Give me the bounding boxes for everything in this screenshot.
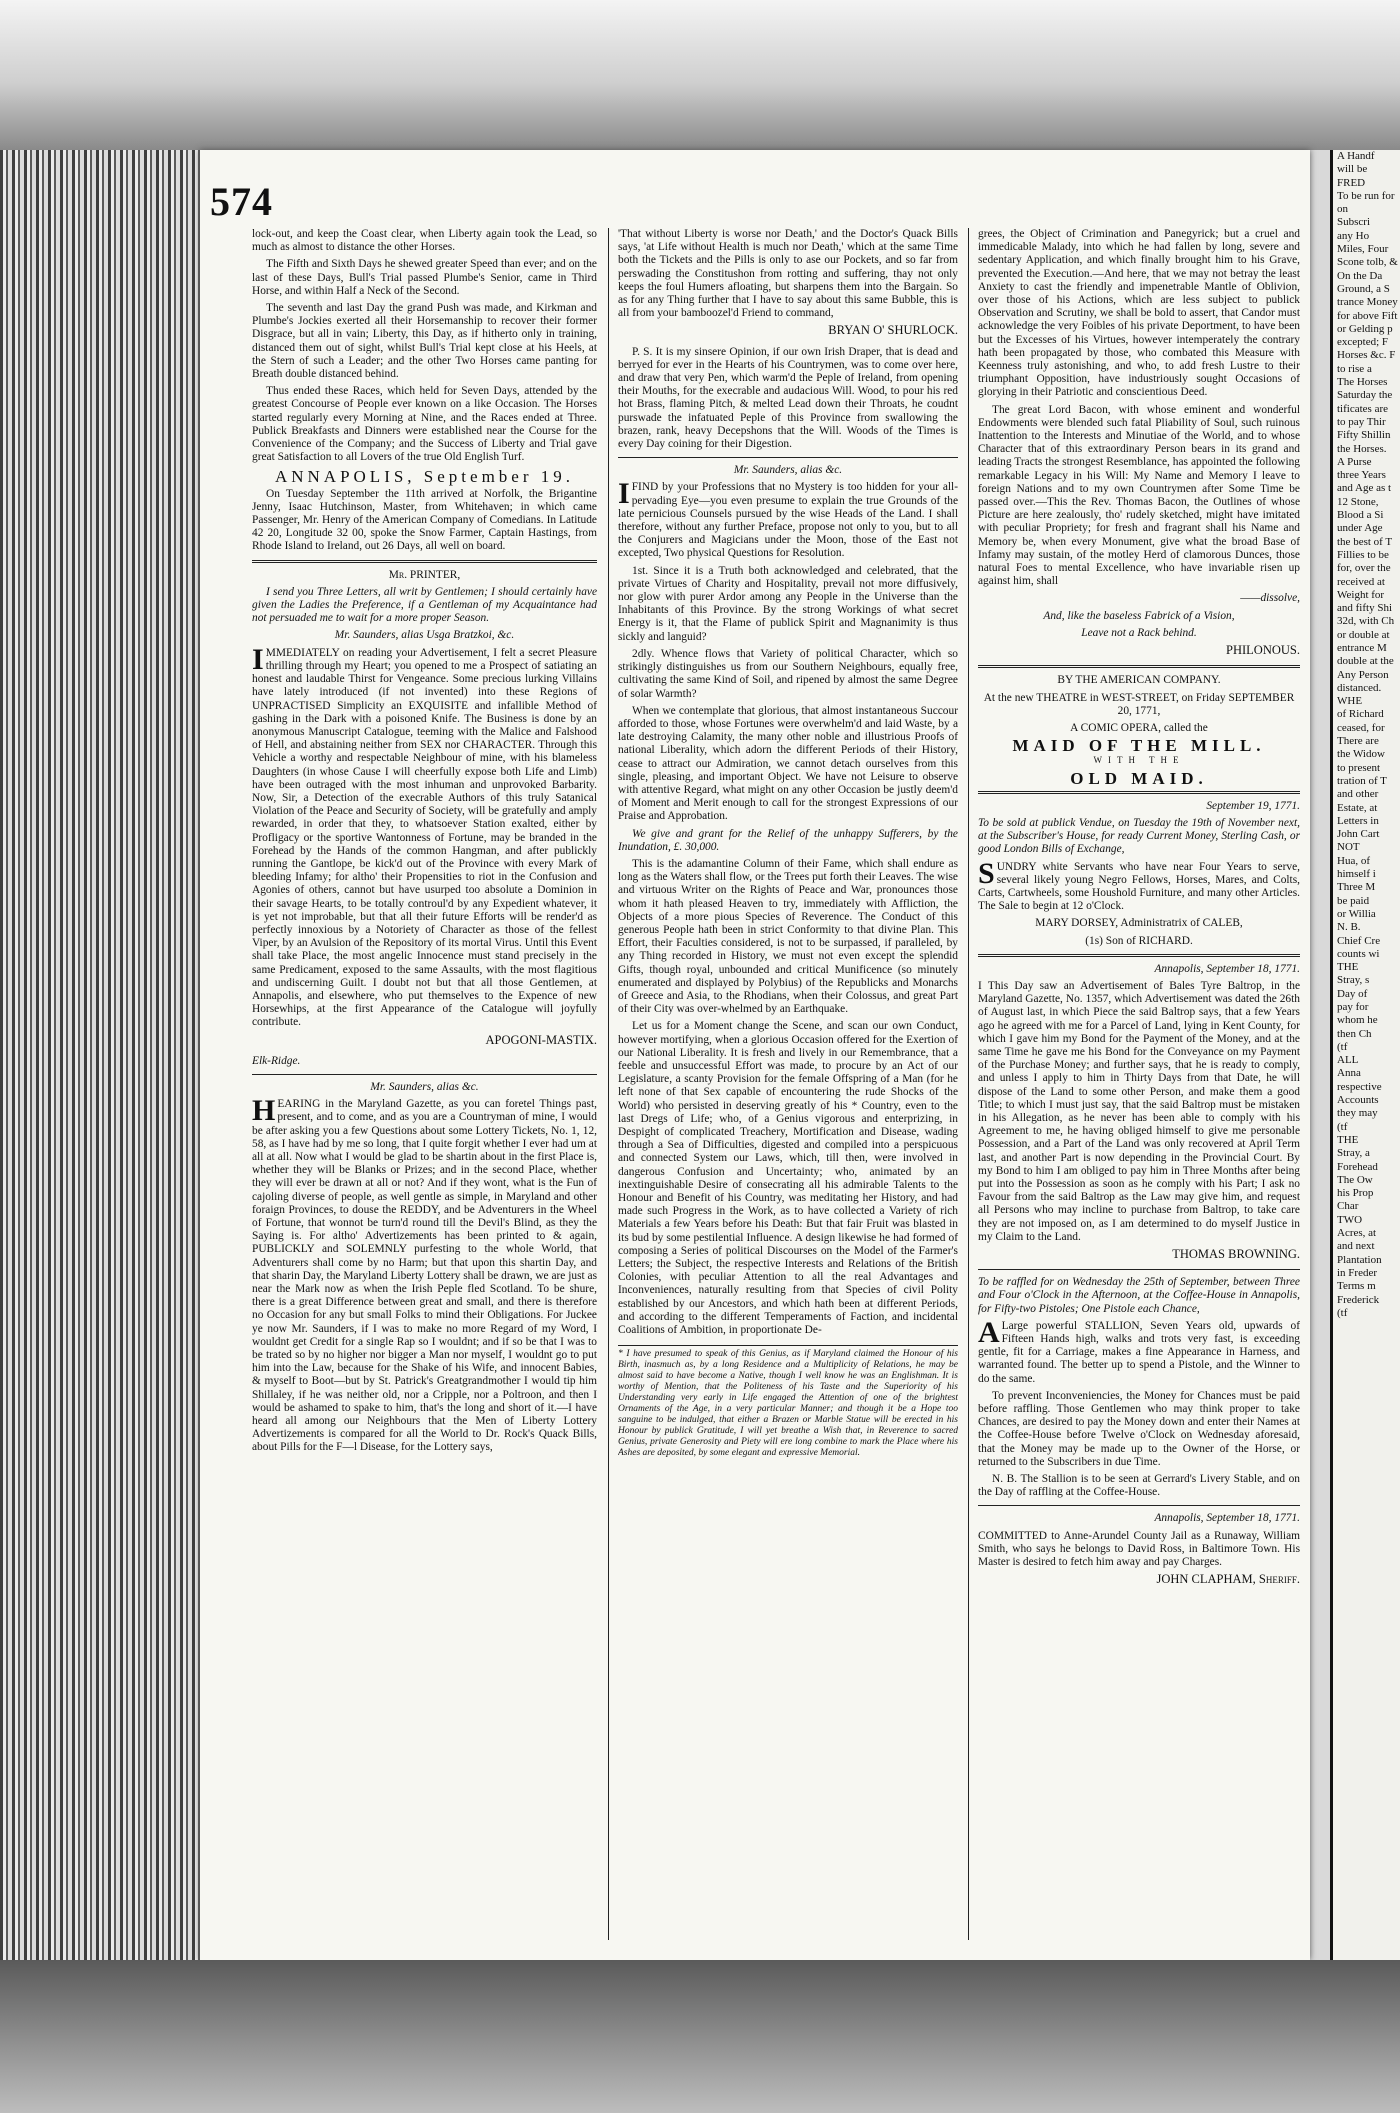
vendue-signature-1: MARY DORSEY, Administratrix of CALEB, (1035, 917, 1243, 930)
letter3-paragraph-5: This is the adamantine Column of their Fame, which shall endure as long as the Waters shall flow, or the Trees put forth their Leaves. The wise and virtuous Writer on the Rights of Peace and War, pronounces those whom it hath pleased Heaven to try, immediately with Affliction, the Objects of a more pious Species of Reverence. The Conduct of this generous People hath been in strict Conformity to that divine Plan. This Effort, their Faculties considered, is not to be surpassed, if paralleled, by any Thing recorded in History, we must not even except the splendid Gifts, though royal, unbounded and critical Munificence (so minutely enumerated and displayed by Polybius) of the Republicks and Monarchs of Greece and Asia, to the Rhodians, when their Colossus, and great Part of their City was over-whelmed by an Earthquake. (618, 857, 958, 1016)
right-edge-fragment: Fillies to be (1337, 548, 1389, 561)
right-edge-fragment: (tf (1337, 1120, 1348, 1133)
right-edge-fragment: or double at (1337, 628, 1390, 641)
letter3-paragraph-2: 1st. Since it is a Truth both acknowledged and celebrated, that the private Virtues of Charity and Hospitality, prevail not more diffusively, nor glow with purer Ardor among any People in the Universe than the Inhabitants of this Province. By the strong Workings of what secret Energy is it, that the Flame of publick Spirit and Magnanimity is thus sickly and languid? (618, 564, 958, 643)
right-edge-fragment: Fifty Shillin (1337, 429, 1391, 442)
column-3 (978, 228, 1300, 1940)
right-edge-fragment: himself i (1337, 868, 1376, 881)
adjacent-page-edge (1330, 150, 1400, 1960)
right-edge-fragment: On the Da (1337, 269, 1383, 282)
right-edge-fragment: A Purse (1337, 455, 1372, 468)
letter1-body: IMMEDIATELY on reading your Advertisement, I felt a secret Pleasure thrilling through my Heart; you opened to me a Prospect of satiating an honest and laudable Thirst for Vengeance. Some precious lurking Villains have lately introduced (if not invented) into these Regions of UNPRACTISED Simplicity an EXQUISITE and infallible Method of gashing in the Dark with a poisoned Knife. The Business is done by an anonymous Manuscript Catalogue, teeming with the Malice and Falshood of Hell, and abstaining neither from SEX nor CHARACTER. Through this Vehicle a worthy and respectable Neighbour of mine, with his blameless Daughters (in whose Cause I will cheerfully expose both Life and Limb) have been outraged with the most inhuman and unprovoked Barbarity. Now, Sir, a Detection of the execrable Authors of this truly Satanical Violation of the Peace and Security of Society, will be gratefully and amply rewarded, in order that they, to whatsoever Station exalted, either by Profligacy or the sportive Wantonness of Fortune, may be branded in the Forehead by the Hands of the common Hangman, and after publickly running the Gantlope, be kick'd out of the Province with every Mark of bleeding Infamy; for altho' their Propensities to riot in the Confusion and Agonies of others, cannot but have usurped too absolute a Dominion in their savage Hearts, to be totally controul'd by any Expedient whatever, it is yet not improbable, but that all their future Efforts will be render'd as perfectly innoxious by a Notoriety of Character as those of the fellest Viper, by an Avulsion of the Repository of its mortal Virus. Until this Event shall take Place, the most angelic Innocence must stand precisely in the same Predicament, exposed to the same Assaults, with the most flagitious and undiscerning Guilt. I doubt not but that all those Gentlemen, at Annapolis, and elsewhere, who put themselves to the Expence of new Horsewhips, at the first Appearance of the Catalogue will joyfully contribute. (252, 642, 597, 1029)
letter1-salutation: Mr. Saunders, alias Usga Bratzkoi, &c. (334, 629, 515, 642)
right-edge-fragment: FRED (1337, 176, 1366, 189)
vendue-body: SUNDRY white Servants who have near Four Years to serve, several likely young Negro Fellows, Horses, Mares, and Colts, Carts, Cartwheels, some Houshold Furniture, and many other Articles. The Sale to begin at 12 o'Clock. (978, 856, 1300, 913)
letter3-paragraph-3: 2dly. Whence flows that Variety of political Character, which so strikingly distinguishes us from our Southern Neighbours, equally free, cultivating the same Kind of Soil, and ripened by almost the same Degree of solar Warmth? (618, 647, 958, 700)
right-edge-fragment: his Prop (1337, 1187, 1374, 1200)
right-edge-fragment: they may (1337, 1107, 1378, 1120)
right-edge-fragment: then Ch (1337, 1027, 1372, 1040)
letter3-salutation: Mr. Saunders, alias &c. (733, 464, 843, 477)
right-edge-fragment: whom he (1337, 1014, 1378, 1027)
right-edge-fragment: Chief Cre (1337, 934, 1381, 947)
right-edge-fragment: tificates are (1337, 402, 1388, 415)
right-edge-fragment: the Widow (1337, 748, 1385, 761)
right-edge-fragment: (tf (1337, 1306, 1348, 1319)
right-edge-fragment: Stray, s (1337, 974, 1370, 987)
right-edge-fragment: will be (1337, 163, 1368, 176)
right-edge-fragment: and Age as t (1337, 482, 1392, 495)
right-edge-fragment: trance Money (1337, 296, 1398, 309)
committed-signature: JOHN CLAPHAM, Sheriff. (1156, 1572, 1300, 1587)
right-edge-fragment: pay for (1337, 1001, 1369, 1013)
divider (618, 457, 958, 458)
right-edge-fragment: counts wi (1337, 947, 1380, 960)
right-edge-fragment: Forehead (1337, 1160, 1378, 1173)
right-edge-fragment: three Years (1337, 469, 1386, 482)
right-edge-fragment: and other (1337, 788, 1379, 801)
theatre-title: MAID OF THE MILL. (1012, 736, 1266, 756)
divider (252, 1074, 597, 1075)
right-edge-fragment: Char (1337, 1200, 1359, 1213)
browning-body: I This Day saw an Advertisement of Bales Tyre Baltrop, in the Maryland Gazette, No. 1357, which Advertisement was dated the 26th of August last, in which Piece the said Baltrop says, that a few Years ago he agreed with me for a Parcel of Land, lying in Kent County, for which I gave him my Bond for the Payment of the Money, and at the same Time he gave me his Bond for the Conveyance on my Payment of the Purchase Money; and further says, that he is ready to comply, and unless I apply to him in Thirty Days from that Date, he will dispose of the Land to some other Person, and make them a good Title; to which I must just say, that the said Baltrop must be mistaken in his Allegation, as he never has been able to comply with his Agreement to me, he having obliged himself to give me personable Possession, and a Part of the Land was only recovered at April Term last, and another Part is now depending in the Provincial Court. By my Bond to him I am obliged to pay him in Three Months after being put into the Possession as soon as he comply with his Part; I ask no Favour from the said Baltrop as the Law may give him, and request all Persons who may incline to purchase from Baltrop, to take care they are not imposed on, as I am determined to do myself Justice in my Claim to the Land. (978, 979, 1300, 1243)
theatre-company: BY THE AMERICAN COMPANY. (1057, 674, 1221, 687)
committed-date: Annapolis, September 18, 1771. (1154, 1512, 1300, 1525)
verse-line-3: Leave not a Rack behind. (1081, 626, 1197, 639)
letter2-postscript: P. S. It is my sinsere Opinion, if our own Irish Draper, that is dead and berryed for ever in the Hearts of his Countrymen, was to come over here, and draw that very Pen, which warm'd the Peple of Ireland, from opening their Mouths, for the execrable and audacious Will. Wood, to pour his red hot Brass, flaming Pitch, & melted Lead down their Throats, he coudnt purswade the infatuated Peple of this Province from swallowing the brazen, rank, heavy Decepshons that the Will. Woods of the Times is every Day coining for their Digestion. (618, 345, 958, 451)
right-edge-fragment: Stray, a (1337, 1147, 1370, 1160)
divider (978, 954, 1300, 957)
verse-line-1: ——dissolve, (1240, 592, 1300, 605)
page-number: 574 (210, 179, 273, 224)
right-edge-fragment: under Age (1337, 522, 1383, 535)
theatre-afterpiece: OLD MAID. (1070, 768, 1208, 788)
right-edge-fragment: 32d, with Ch (1337, 615, 1395, 628)
right-edge-fragment: Acres, at (1337, 1227, 1377, 1240)
theatre-venue: At the new THEATRE in WEST-STREET, on Friday SEPTEMBER 20, 1771, (983, 691, 1295, 717)
browning-signature: THOMAS BROWNING. (1172, 1247, 1300, 1262)
printer-note: I send you Three Letters, all writ by Gentlemen; I should certainly have given the Ladies the Preference, if a Gentleman of my Acquaintance had not persuaded me to wait for a more proper Season. (252, 585, 597, 625)
letter3-signature: PHILONOUS. (1226, 643, 1300, 658)
right-edge-fragment: double at the (1337, 655, 1394, 668)
right-edge-fragment: TWO (1337, 1213, 1363, 1226)
annapolis-news: On Tuesday September the 11th arrived at Norfolk, the Brigantine Jenny, Isaac Hutchinson, Master, from Whitehaven; in which came Passenger, Mr. Henry of the American Company of Comedians. In Latitude 42 20, Longitude 32 00, spoke the Snow Farmer, Captain Hastings, from Rhode Island to Ireland, out 26 Days, all well on board. (252, 487, 597, 553)
letter2-signature: BRYAN O' SHURLOCK. (828, 323, 958, 338)
lead-paragraph-4: Thus ended these Races, which held for Seven Days, attended by the greatest Concourse of People ever known on a like Occasion. The Horses started regularly every Morning at Nine, and the Races ended at Three. Publick Breakfasts and Dinners were established near the Course for the Convenience of the Company; and the Success of Liberty and Trial gave great Satisfaction to all Lovers of the true Old English Turf. (252, 385, 597, 464)
letter1-signature: APOGONI-MASTIX. (485, 1032, 597, 1047)
lead-paragraph-1: lock-out, and keep the Coast clear, when Liberty again took the Lead, so much as almost to distance the other Horses. (252, 228, 597, 254)
column-2 (618, 228, 958, 1940)
theatre-with: WITH THE (1093, 755, 1185, 766)
right-edge-fragment: or Gelding p (1337, 322, 1393, 335)
right-edge-fragment: (tf (1337, 1040, 1348, 1053)
right-edge-fragment: John Cart (1337, 828, 1380, 841)
verse-line-2: And, like the baseless Fabrick of a Vision, (1043, 609, 1235, 622)
right-edge-fragment: Terms m (1337, 1280, 1376, 1293)
raffle-heading: To be raffled for on Wednesday the 25th of September, between Three and Four o'Clock in the Afternoon, at the Coffee-House in Annapolis, for Fifty-two Pistoles; One Pistole each Chance, (978, 1276, 1300, 1315)
right-edge-fragment: Miles, Four (1337, 243, 1389, 256)
letter3-paragraph-6: Let us for a Moment change the Scene, and scan our own Conduct, however mortifying, when a glorious Occasion offered for the Exertion of our National Liberality. It is fresh and lively in our Remembrance, that a feeble and unsuccessful Effort was made, to procure by an Act of our Legislature, a scanty Provision for the female Offspring of a Man (for he left none of that Sex capable of encountering the rude Shocks of the World) who persisted in deserving greatly of his * Country, even to the last Dregs of Life; who, of a Genius vigorous and enterprizing, in Despight of complicated Treachery, Mortification and Disease, wading through a Sea of Difficulties, digested and compiled into a perspicuous and connected System our Laws, which, till then, were involved in dangerous Confusion and Uncertainty; who, animated by an inextinguishable Desire of consecrating all his admirable Talents to the Honour and Benefit of his Country, was meditating her History, and had made such Progress in the Work, as to have collected a Variety of rich Materials a few Years before his Death: But that fair Fruit was blasted in its bud by some pestilential Influence. A design likewise he had formed of composing a Series of political Discourses on the Model of the Farmer's Letters; the Subject, the respective Interests and Relations of the British Colonies, with peculiar Attention to all the real Advantages and Inconveniences, naturally resulting from that Species of civil Polity established by our Ancestors, and which hath been at different Periods, and according to the different Temperaments of Faction, and incidental Coalitions of Ambition, in proportionate De- (618, 1020, 958, 1337)
right-edge-fragment: entrance M (1337, 641, 1387, 654)
right-edge-fragment: or Willia (1337, 907, 1376, 920)
right-edge-fragment: The Horses (1337, 376, 1388, 389)
right-edge-fragment: Saturday the (1337, 389, 1393, 402)
letter3-bacon-paragraph: The great Lord Bacon, with whose eminent and wonderful Endowments were blended such fatal Pliability of Soul, such ruinous Inattention to the Interests and Minutiae of the World, and to whose Character that of this extraordinary Person bears in its grand and leading Tracts the strongest Resemblance, has appointed the following remarkable Legacy in his Will: My Name and Memory I leave to foreign Nations and to my own Countrymen after Some Time be passed over.—This the Rev. Thomas Bacon, the Outlines of whose Picture are here zealously, tho' rudely sketched, might have imitated with peculiar Propriety; for fresh and fragrant shall his Name and Memory be, when every Monument, give what the broad Base of Infamy may sustain, of the motley Herd of clamorous Dunces, those natural Foes to mental Excellence, who have invariable risen up against him, shall (978, 403, 1300, 588)
letter3-paragraph-1: IFIND by your Professions that no Mystery is too hidden for your all-pervading Eye—you even presume to explain the true Grounds of the late pernicious Counsels pursued by the wise Heads of the Land. I shall therefore, without any further Preface, propose not only to you, but to all the Conjurers and Magicians under the Moon, those of the East not excepted, Two physical Questions for Resolution. (618, 477, 958, 560)
right-edge-fragment: received at (1337, 575, 1385, 588)
right-edge-fragment: Letters in (1337, 814, 1379, 827)
vendue-date: September 19, 1771. (1206, 799, 1300, 812)
right-edge-fragment: There are (1337, 735, 1379, 748)
right-edge-fragment: Frederick (1337, 1293, 1380, 1306)
letter3-paragraph-4: When we contemplate that glorious, that almost instantaneous Succour afforded to those, whose Fortunes were overwhelm'd and laid Waste, by a late destroying Calamity, the many other noble and illustrious Proofs of national Liberality, which adorn the different Periods of their History, cease to attract our Admiration, we cannot detach ourselves from this single, pleasing, and important Object. We have not Leisure to observe with attentive Regard, what might on any other Occasion be justly deem'd of Moment and Merit enough to call for the strongest Expressions of our Praise and Approbation. (618, 704, 958, 823)
committed-body: COMMITTED to Anne-Arundel County Jail as a Runaway, William Smith, who says he belongs to David Ross, in Baltimore Town. His Master is desired to fetch him away and pay Charges. (978, 1529, 1300, 1569)
right-edge-fragment: THE (1337, 1133, 1359, 1146)
right-edge-fragment: distanced. (1337, 681, 1382, 694)
right-edge-fragment: to pay Thir (1337, 415, 1386, 428)
vendue-signature-2: (1s) Son of RICHARD. (1085, 934, 1193, 947)
right-edge-fragment: Scone tolb, & (1337, 256, 1398, 269)
right-edge-fragment: Three M (1337, 881, 1376, 894)
right-edge-fragment: to present (1337, 761, 1381, 774)
right-edge-fragment: excepted; F (1337, 336, 1389, 349)
column-rule (608, 228, 609, 1940)
footnote: * I have presumed to speak of this Genius, as if Maryland claimed the Honour of his Birth, inasmuch as, by a long Residence and a Multiplicity of Relations, he may be almost said to have become a Native, though I well know he was an Englishman. It is worthy of Mention, that the Politeness of his Taste and the Superiority of his Understanding very early in Life engaged the Attention of one of the brightest Ornaments of the Age, in a very particular Manner; and though it be a Hope too sanguine to be indulged, that either a Brazen or Marble Statue will be erected in his Honour by publick Gratitude, I will yet breathe a Wish that, in Reverence to sacred Genius, private Generosity and Piety will ere long combine to mark the Place where his Ashes are deposited, by some elegant and expressive Memorial. (618, 1345, 958, 1459)
divider (978, 791, 1300, 794)
letter3-quote: We give and grant for the Relief of the unhappy Sufferers, by the Inundation, £. 30,000. (618, 827, 958, 853)
divider (978, 665, 1300, 668)
letter2-body: HEARING in the Maryland Gazette, as you can foretel Things past, present, and to come, and as you are a Countryman of mine, I would be after asking you a few Questions about some Lottery Tickets, No. 1, 12, 58, as I have had by me so long, that I quite forgit whether I ever had um at all at all. Now what I would be glad to be shartin about in the first Place is, whether they will be Blanks or Prizes; and in the second Place, whether they will ever be drawn at all or not? And if they wont, what is the Fun of cajoling diverse of people, as well gentle as simple, in Maryland and other foraign Provinces, to douse the REDDY, and be Adventurers in the Wheel of Fortune, that wonnot be turn'd round till the Devil's Blind, as they the Saying is. For altho' Advertizements has been printed to & again, PUBLICKLY and SOLEMNLY purfesting to the whole World, that Adventurers shall come by no Harm; but that upon this shartin Day, and that sharin Day, the Maryland Liberty Lottery shall be drawn, we are just as near the Mark now as when the Irish Peple fled Scotland. To be shure, there is a great Difference between great and small, and there is therefore no Occasion for any but small Folks to mind their Obligations. For Juckee ye now Mr. Saunders, if I was to make no more Regard of my Word, I wouldnt get Credit for a single Rap so I wouldnt; and if so be that I was to be trated so by no higher nor bigger a Man nor myself, I wouldnt go to put him into the Law, because for the Shake of his Wife, and innocent Babies, & myself to Boot—but by St. Patrick's Greatgrandmother I would tip him Shillaley, if he was neither old, nor a Cripple, nor a Poltroon, and then I would be ashamed to spake to him, that's the long and short of it.—I have heard all among our Neighbours that the Men of Liberty Lottery Advertizements is compared for all the World to Dr. Rock's Quack Bills, about Pills for the F—l Disease, for the Lottery says, (252, 1094, 597, 1454)
right-edge-fragment: NOT (1337, 841, 1360, 854)
right-edge-fragment: and fifty Shi (1337, 602, 1392, 615)
right-edge-fragment: 12 Stone, (1337, 495, 1379, 508)
letter3-continued: grees, the Object of Crimination and Panegyrick; but a cruel and immedicable Malady, into which he had fallen by long, severe and sedentary Application, and which finally brought him to his Grave, prevented the Execution.—And here, that we may not betray the least Anxiety to cast the friendly and impenetrable Mantle of Oblivion, over those of his Actions, which are less subject to publick Observation and Scrutiny, we shall be bold to assert, that Candor must acknowledge the very Foibles of his private Deportment, to have been but the Excesses of his Virtues, however intemperately the contrary hath been propagated by those, who combated this Measure with Keenness truly astonishing, and who, to add fresh Lustre to their triumphant Opposition, have industriously sought Occasions of glorying in their Patriotic and conscientious Deed. (978, 228, 1300, 399)
right-edge-fragment: Plantation (1337, 1253, 1382, 1266)
right-edge-fragment: N. B. (1337, 921, 1361, 934)
theatre-genre: A COMIC OPERA, called the (1070, 721, 1208, 734)
raffle-nb: N. B. The Stallion is to be seen at Gerrard's Livery Stable, and on the Day of raffling at the Coffee-House. (978, 1473, 1300, 1499)
right-edge-fragment: ceased, for (1337, 721, 1385, 734)
lead-paragraph-2: The Fifth and Sixth Days he shewed greater Speed than ever; and on the last of these Days, Bull's Trial passed Plumbe's Senior, came in Third Horse, and within Half a Neck of the Second. (252, 258, 597, 297)
right-edge-fragment: any Ho (1337, 229, 1370, 242)
right-edge-fragment: Ground, a S (1337, 282, 1390, 295)
raffle-terms: To prevent Inconveniencies, the Money for Chances must be paid before raffling. Those Gentlemen who may think proper to take Chances, are desired to pay the Money down and enter their Names at the Coffee-House before Twelve o'Clock on Wednesday aforesaid, that the Money may be made up to the Owner of the Horse, or returned to the Subscribers in due Time. (978, 1389, 1300, 1468)
lead-paragraph-3: The seventh and last Day the grand Push was made, and Kirkman and Plumbe's Jockies exerted all their Horsemanship to recover their former Disgrace, but all in vain; Liberty, this Day, as if hitherto only in training, distanced them out of sight, whilst Bull's Trial kept close at his Heels, at the Stern of such a Leader; and the other Two Horses came panting for Breath double distanced behind. (252, 302, 597, 381)
scan-background-bottom (0, 1960, 1400, 2113)
right-edge-fragment: WHE (1337, 695, 1363, 708)
right-edge-fragment: Any Person (1337, 668, 1389, 681)
divider (252, 560, 597, 563)
right-edge-fragment: To be run for (1337, 189, 1395, 202)
letter1-place: Elk-Ridge. (252, 1054, 301, 1067)
right-edge-fragment: ALL (1337, 1054, 1359, 1067)
scan-background-top (0, 0, 1400, 150)
book-spine-edge (0, 150, 200, 2113)
right-edge-fragment: Weight for (1337, 588, 1385, 601)
right-edge-fragment: the Horses. (1337, 442, 1387, 455)
right-edge-fragment: and next (1337, 1240, 1375, 1253)
right-edge-fragment: Hua, of (1337, 854, 1370, 867)
right-edge-fragment: Estate, at (1337, 801, 1378, 814)
annapolis-dateline: ANNAPOLIS, September 19. (274, 467, 575, 487)
right-edge-fragment: Horses &c. F (1337, 349, 1396, 362)
right-edge-fragment: for, over the (1337, 562, 1391, 575)
printer-heading: Mr. PRINTER, (388, 568, 461, 581)
right-edge-fragment: of Richard (1337, 708, 1384, 721)
right-edge-fragment: respective (1337, 1080, 1382, 1093)
right-edge-fragment: The Ow (1337, 1173, 1373, 1186)
column-1 (252, 228, 597, 1940)
right-edge-fragment: be paid (1337, 894, 1370, 907)
right-edge-fragment: A Handf (1337, 150, 1375, 162)
right-edge-fragment: THE (1337, 961, 1359, 974)
right-edge-fragment: Accounts (1337, 1094, 1379, 1107)
column-rule (968, 228, 969, 1940)
vendue-heading: To be sold at publick Vendue, on Tuesday the 19th of November next, at the Subscriber's House, for ready Current Money, Sterling Cash, or good London Bills of Exchange, (978, 816, 1300, 856)
right-edge-fragment: tration of T (1337, 774, 1387, 787)
right-edge-fragment: Subscri (1337, 216, 1370, 229)
right-edge-fragment: Anna (1337, 1067, 1361, 1080)
right-edge-fragment: to rise a (1337, 362, 1372, 375)
right-edge-fragment: Blood a Si (1337, 509, 1384, 522)
right-edge-fragment: the best of T (1337, 535, 1393, 548)
newspaper-page (200, 150, 1310, 1960)
raffle-body: ALarge powerful STALLION, Seven Years old, upwards of Fifteen Hands high, walks and trots very fast, is exceeding gentle, fit for a Carriage, makes a fine Appearance in Harness, and warranted found. The better up to spend a Pistole, and the Winner to do the same. (978, 1315, 1300, 1385)
divider (978, 1505, 1300, 1506)
right-edge-fragment: in Freder (1337, 1266, 1378, 1279)
right-edge-fragment: on (1337, 203, 1348, 216)
right-edge-fragment: for above Fift (1337, 309, 1398, 322)
divider (978, 1269, 1300, 1270)
letter2-continued: 'That without Liberty is worse nor Death,' and the Doctor's Quack Bills says, 'at Life without Health is much nor Death,' which at the same Time both the Tickets and the Pills is only to ase our Pockets, and so far from perswading the Constitushon from rotting and suffering, thay not only keeps the foul Humers afloating, but sharpens them into the Bargain. So as for any Thing further that I have to say about this same Bubble, this is all from your bamboozel'd Friend to command, (618, 228, 958, 320)
right-edge-fragment: Day of (1337, 987, 1368, 1000)
browning-date: Annapolis, September 18, 1771. (1154, 962, 1300, 975)
letter2-salutation: Mr. Saunders, alias &c. (370, 1080, 479, 1093)
